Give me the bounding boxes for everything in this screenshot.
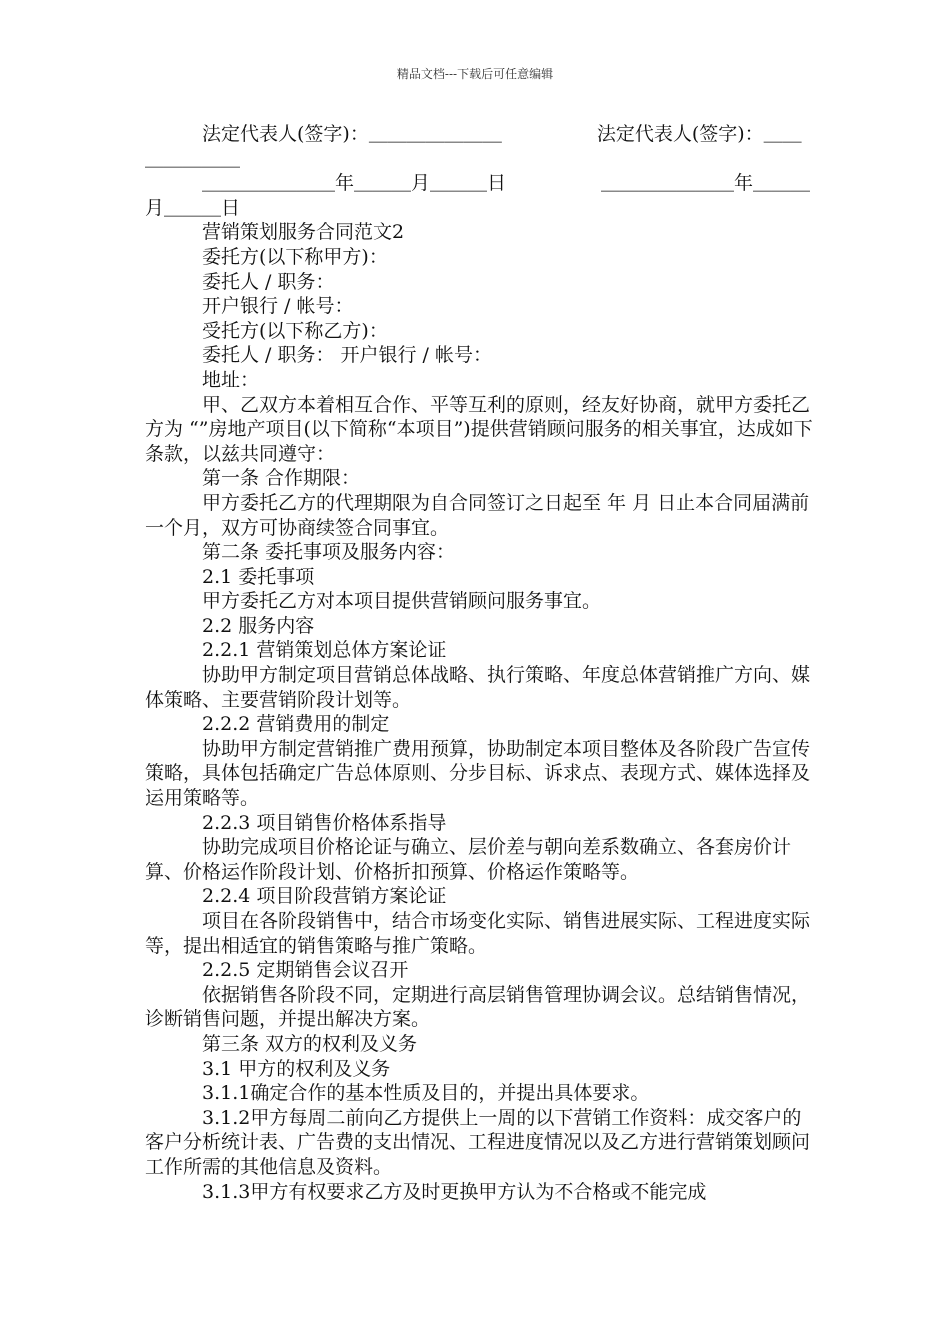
paragraph: 开户银行 / 帐号：: [202, 295, 354, 318]
paragraph: 协助甲方制定营销推广费用预算，协助制定本项目整体及各阶段广告宣传策略，具体包括确定广告总体原则、分步目标、诉求点、表现方式、媒体选择及运用策略等。: [145, 737, 811, 810]
paragraph: 第二条 委托事项及服务内容：: [202, 541, 456, 564]
paragraph: 委托人 / 职务： 开户银行 / 帐号：: [202, 344, 493, 367]
paragraph: 营销策划服务合同范文2: [202, 221, 405, 244]
paragraph: 2.2.3 项目销售价格体系指导: [202, 811, 447, 834]
paragraph: 甲、乙双方本着相互合作、平等互利的原则，经友好协商，就甲方委托乙方为 “”房地产项目(以下简称“本项目”)提供营销顾问服务的相关事宜，达成如下条款，以兹共同遵守：: [145, 393, 813, 465]
paragraph: 3.1.2甲方每周二前向乙方提供上一周的以下营销工作资料：成交客户的客户分析统计表、广告费的支出情况、工程进度情况以及乙方进行营销策划顾问工作所需的其他信息及资料。: [145, 1106, 811, 1178]
paragraph: ＿＿＿＿＿＿＿年＿＿＿月＿＿＿日 ＿＿＿＿＿＿＿年＿＿＿月＿＿＿日: [145, 172, 811, 219]
paragraph: 协助甲方制定项目营销总体战略、执行策略、年度总体营销推广方向、媒体策略、主要营销阶段计划等。: [145, 664, 811, 711]
paragraph: 第一条 合作期限：: [202, 467, 361, 490]
paragraph: 3.1.3甲方有权要求乙方及时更换甲方认为不合格或不能完成: [202, 1180, 707, 1203]
paragraph: 委托方(以下称甲方)：: [202, 245, 388, 268]
paragraph: 2.2.5 定期销售会议召开: [202, 959, 409, 982]
contract-body: [145, 122, 820, 1204]
paragraph: 2.1 委托事项: [202, 565, 315, 588]
paragraph: 委托人 / 职务：: [202, 270, 335, 293]
paragraph: 地址：: [202, 368, 260, 391]
paragraph: 受托方(以下称乙方)：: [202, 319, 388, 342]
paragraph: 第三条 双方的权利及义务: [202, 1032, 418, 1055]
paragraph: 依据销售各阶段不同，定期进行高层销售管理协调会议。总结销售情况，诊断销售问题，并提出解决方案。: [145, 983, 811, 1031]
paragraph: 甲方委托乙方对本项目提供营销顾问服务事宜。: [202, 590, 602, 613]
paragraph: 2.2.1 营销策划总体方案论证: [202, 639, 447, 662]
paragraph: 协助完成项目价格论证与确立、层价差与朝向差系数确立、各套房价计算、价格运作阶段计划、价格折扣预算、价格运作策略等。: [145, 836, 792, 883]
page-header: 精品文档---下载后可任意编辑: [396, 67, 554, 81]
paragraph: 法定代表人(签字)：＿＿＿＿＿＿＿ 法定代表人(签字)：＿＿＿＿＿＿＿: [145, 123, 802, 170]
paragraph: 3.1.1确定合作的基本性质及目的，并提出具体要求。: [202, 1082, 650, 1105]
paragraph: 3.1 甲方的权利及义务: [202, 1057, 391, 1080]
paragraph: 甲方委托乙方的代理期限为自合同签订之日起至 年 月 日止本合同届满前一个月，双方可协商续签合同事宜。: [145, 491, 810, 539]
paragraph: 2.2.4 项目阶段营销方案论证: [202, 885, 447, 908]
paragraph: 2.2.2 营销费用的制定: [202, 713, 390, 736]
paragraph: 2.2 服务内容: [202, 614, 315, 637]
paragraph: 项目在各阶段销售中，结合市场变化实际、销售进展实际、工程进度实际等，提出相适宜的销售策略与推广策略。: [145, 910, 811, 957]
